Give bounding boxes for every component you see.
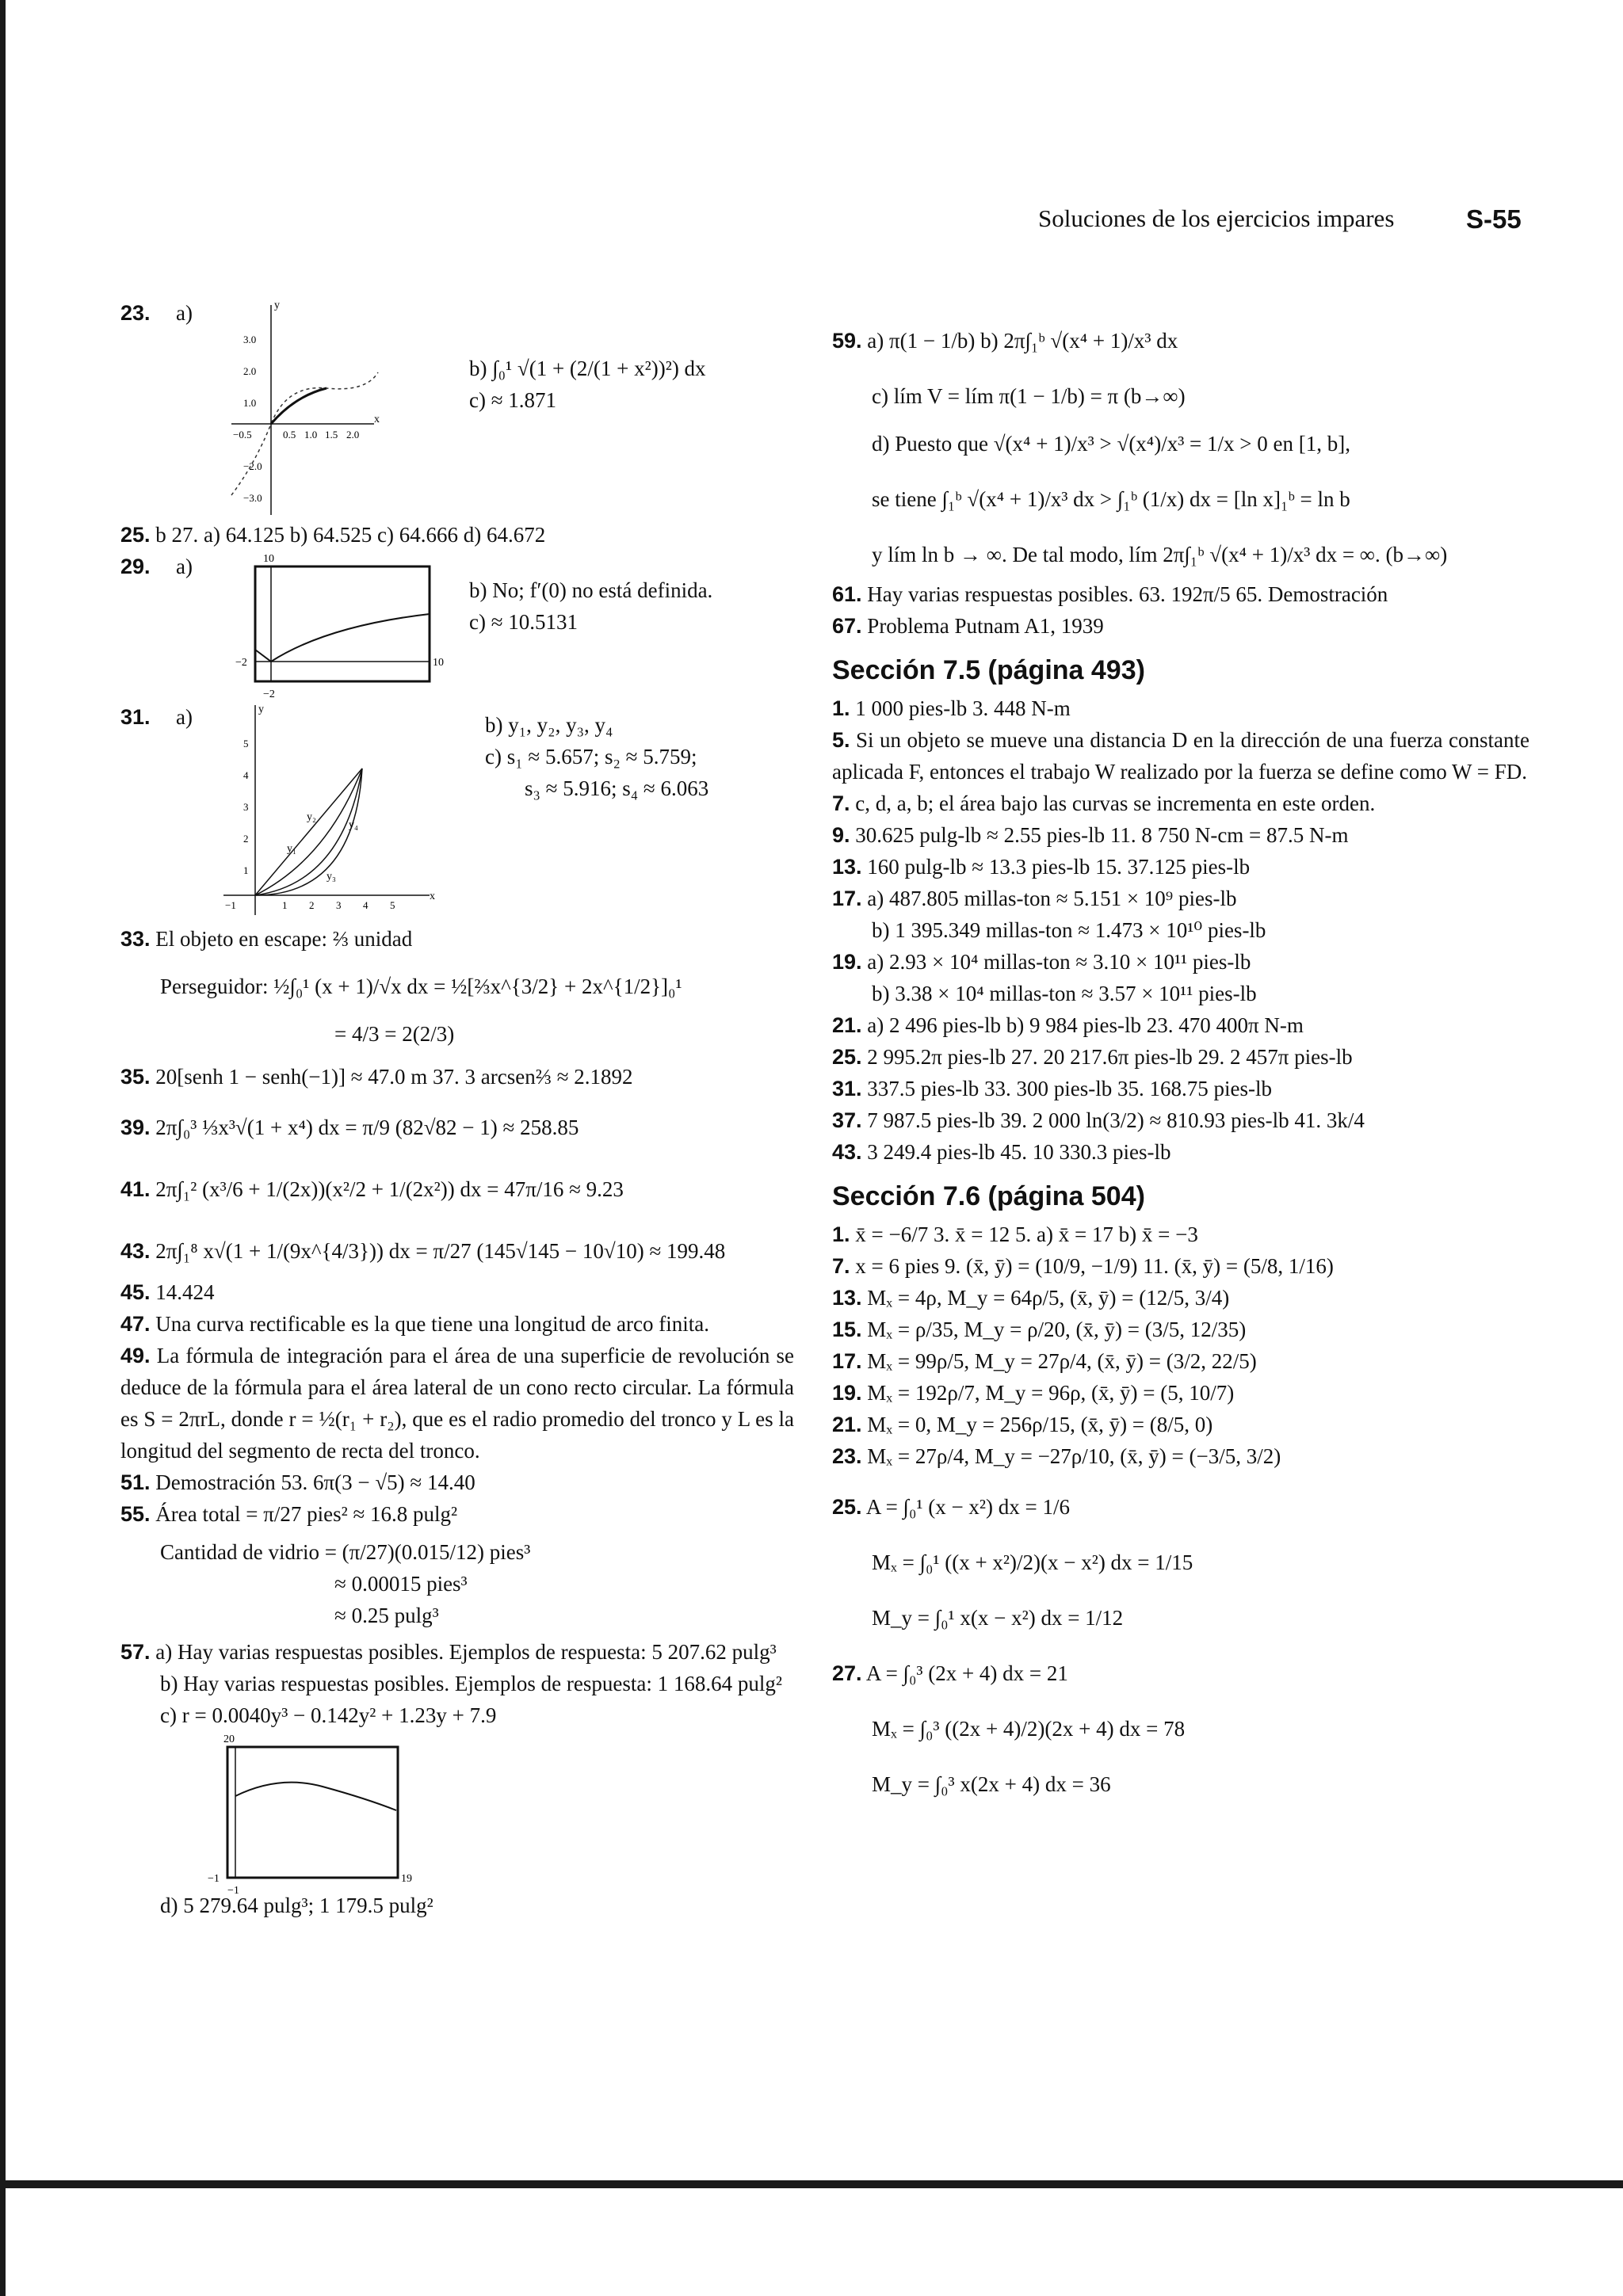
- exercise-number: 23.: [832, 1444, 862, 1468]
- exercise-entry: [120, 923, 794, 955]
- graph-23: [223, 297, 382, 519]
- y-axis-label: y: [274, 299, 280, 311]
- x-axis-label: x: [374, 414, 380, 425]
- exercise-number: 67.: [832, 614, 862, 638]
- x-tick-label: 1: [282, 899, 288, 911]
- answer-line: b) ∫₀¹ √(1 + (2/(1 + x²))²) dx: [469, 357, 706, 380]
- exercise-entry: [832, 1219, 1529, 1250]
- exercise-number: 51.: [120, 1470, 151, 1494]
- curve-label: y₄: [349, 819, 358, 831]
- graph-29: [208, 551, 445, 701]
- y-axis-label: y: [258, 704, 264, 715]
- curve: [255, 614, 430, 662]
- exercise-entry: [832, 1377, 1529, 1409]
- x-tick-label: 1.0: [304, 429, 318, 441]
- answer-text: x̄ = −6/7 3. x̄ = 12 5. a) x̄ = 17 b) x̄ = −3: [855, 1222, 1198, 1246]
- exercise-entry: [120, 1340, 794, 1466]
- scan-edge-bottom: [0, 2180, 1623, 2188]
- answer-text: Mₓ = 27ρ/4, M_y = −27ρ/10, (x̄, ȳ) = (−3/5, 3/2): [867, 1444, 1281, 1468]
- answer-line: Cantidad de vidrio = (π/27)(0.015/12) pies³: [160, 1540, 531, 1564]
- exercise-number: 9.: [832, 823, 850, 847]
- x-tick-label: 4: [363, 899, 369, 911]
- exercise-entry: [832, 724, 1529, 788]
- answer-line: Mₓ = ∫₀³ ((2x + 4)/2)(2x + 4) dx = 78: [872, 1717, 1186, 1741]
- answer-line: ≈ 0.00015 pies³: [334, 1572, 468, 1596]
- answer-text: Mₓ = 0, M_y = 256ρ/15, (x̄, ȳ) = (8/5, 0): [867, 1413, 1213, 1436]
- exercise-number: 21.: [832, 1013, 862, 1037]
- y-tick-label: 1.0: [243, 397, 257, 409]
- exercise-entry: [832, 692, 1529, 724]
- exercise-number: 13.: [832, 1286, 862, 1310]
- y-tick-label: 3.0: [243, 334, 257, 345]
- answer-text: 3 249.4 pies-lb 45. 10 330.3 pies-lb: [867, 1140, 1171, 1164]
- right-column: [832, 317, 1529, 1800]
- exercise-number: 37.: [832, 1108, 862, 1132]
- exercise-entry: [120, 1308, 794, 1340]
- exercise-number: 43.: [120, 1239, 151, 1263]
- x-tick-label: −0.5: [233, 429, 252, 441]
- graph-57: [192, 1731, 422, 1897]
- answer-line: M_y = ∫₀³ x(2x + 4) dx = 36: [872, 1772, 1111, 1796]
- section-heading: Sección 7.6 (página 504): [832, 1181, 1145, 1211]
- exercise-number: 5.: [832, 728, 850, 752]
- answer-text: 20[senh 1 − senh(−1)] ≈ 47.0 m 37. 3 arcsen⅔ ≈ 2.1892: [155, 1065, 633, 1089]
- curve-label: y₂: [307, 811, 316, 823]
- x-tick-label: 5: [390, 899, 395, 911]
- scan-edge-left: [0, 0, 6, 2296]
- exercise-entry: [832, 1345, 1529, 1377]
- exercise-entry: [832, 1104, 1529, 1136]
- exercise-entry: [120, 1061, 794, 1093]
- exercise-entry: [120, 1466, 794, 1498]
- answer-text: 2π∫₁² (x³/6 + 1/(2x))(x²/2 + 1/(2x²)) dx = 47π/16 ≈ 9.23: [155, 1177, 624, 1201]
- exercise-entry: [832, 325, 1529, 357]
- exercise-entry: [120, 1636, 794, 1668]
- answer-text: b 27. a) 64.125 b) 64.525 c) 64.666 d) 64.672: [155, 523, 546, 547]
- exercise-number: 17.: [832, 887, 862, 910]
- exercise-number: 1.: [832, 696, 850, 720]
- answer-line: d) 5 279.64 pulg³; 1 179.5 pulg²: [160, 1894, 433, 1917]
- exercise-number: 25.: [832, 1045, 862, 1069]
- y-tick-label: −2.0: [243, 460, 262, 472]
- exercise-entry: [832, 610, 1529, 642]
- answer-line: b) Hay varias respuestas posibles. Ejemplos de respuesta: 1 168.64 pulg²: [160, 1672, 782, 1695]
- exercise-number: 7.: [832, 791, 850, 815]
- answer-text: Área total = π/27 pies² ≈ 16.8 pulg²: [155, 1502, 458, 1526]
- answer-line: b) 3.38 × 10⁴ millas-ton ≈ 3.57 × 10¹¹ pies-lb: [872, 982, 1257, 1005]
- exercise-number: 1.: [832, 1222, 850, 1246]
- exercise-entry: [832, 788, 1529, 819]
- y-tick-label: 5: [243, 738, 249, 749]
- exercise-entry: [832, 1314, 1529, 1345]
- exercise-entry: [832, 1136, 1529, 1168]
- section-heading: Sección 7.5 (página 493): [832, 655, 1145, 685]
- exercise-number: 19.: [832, 950, 862, 974]
- y-tick-label: 4: [243, 769, 249, 781]
- answer-text: 2 995.2π pies-lb 27. 20 217.6π pies-lb 29. 2 457π pies-lb: [867, 1045, 1353, 1069]
- window-min-y: −2: [263, 688, 275, 700]
- answer-line: d) Puesto que √(x⁴ + 1)/x³ > √(x⁴)/x³ = 1/x > 0 en [1, b],: [872, 432, 1350, 456]
- exercise-31: [120, 701, 794, 923]
- answer-text: c, d, a, b; el área bajo las curvas se incrementa en este orden.: [855, 791, 1376, 815]
- answer-text: 160 pulg-lb ≈ 13.3 pies-lb 15. 37.125 pies-lb: [867, 855, 1251, 879]
- exercise-number: 39.: [120, 1116, 151, 1139]
- exercise-entry: [832, 1009, 1529, 1041]
- answer-text: La fórmula de integración para el área de una superficie de revolución se deduce de la fórmula para el área lateral de un cono recto circular. La fórmula es S = 2πrL, donde r = ½(r₁ + r₂), que es el radio promedio del tronco y L es la longitud del segmento de recta del tronco.: [120, 1344, 794, 1463]
- answer-text: Mₓ = 99ρ/5, M_y = 27ρ/4, (x̄, ȳ) = (3/2, 22/5): [867, 1349, 1257, 1373]
- exercise-number: 41.: [120, 1177, 151, 1201]
- curve-y1: [255, 769, 362, 895]
- x-tick-label: 2: [309, 899, 315, 911]
- x-tick-label: 0.5: [283, 429, 296, 441]
- x-tick-label: 3: [336, 899, 342, 911]
- page-number: S-55: [1466, 204, 1522, 234]
- exercise-number: 31.: [120, 705, 151, 729]
- window-max-x: 19: [401, 1873, 412, 1885]
- answer-text: Mₓ = 192ρ/7, M_y = 96ρ, (x̄, ȳ) = (5, 10/7): [867, 1381, 1235, 1405]
- answer-text: Si un objeto se mueve una distancia D en la dirección de una fuerza constante aplicada F, entonces el trabajo W realizado por la fuerza se define como W = FD.: [832, 728, 1529, 784]
- exercise-number: 49.: [120, 1344, 151, 1367]
- exercise-entry: [832, 851, 1529, 883]
- answer-line: ≈ 0.25 pulg³: [334, 1604, 439, 1627]
- answer-text: a) Hay varias respuestas posibles. Ejemplos de respuesta: 5 207.62 pulg³: [155, 1640, 777, 1664]
- graph-31: [208, 701, 437, 923]
- answer-text: El objeto en escape: ⅔ unidad: [155, 927, 413, 951]
- exercise-entry: [832, 1282, 1529, 1314]
- answer-line: b) No; f′(0) no está definida.: [469, 578, 713, 602]
- answer-line: y lím ln b → ∞. De tal modo, lím 2π∫₁ᵇ √(x⁴ + 1)/x³ dx = ∞. (b→∞): [872, 543, 1448, 566]
- exercise-entry: [832, 578, 1529, 610]
- exercise-29: [120, 551, 794, 701]
- answer-text: Mₓ = ρ/35, M_y = ρ/20, (x̄, ȳ) = (3/5, 12/35): [867, 1318, 1247, 1341]
- exercise-number: 15.: [832, 1318, 862, 1341]
- exercise-number: 59.: [832, 329, 862, 353]
- exercise-number: 17.: [832, 1349, 862, 1373]
- exercise-number: 19.: [832, 1381, 862, 1405]
- exercise-entry: [832, 883, 1529, 914]
- answer-text: A = ∫₀³ (2x + 4) dx = 21: [865, 1661, 1068, 1685]
- y-tick-label: 2: [243, 833, 249, 845]
- exercise-number: 55.: [120, 1502, 151, 1526]
- exercise-entry: [120, 701, 176, 733]
- exercise-entry: [832, 1073, 1529, 1104]
- exercise-57c: [160, 1890, 433, 1921]
- window-max-y: 20: [223, 1733, 235, 1745]
- exercise-entry: [832, 1491, 1529, 1523]
- answer-text: 14.424: [155, 1280, 215, 1304]
- x-tick-label: 1.5: [325, 429, 338, 441]
- exercise-57-graph: [120, 1731, 794, 1897]
- exercise-entry: [120, 519, 794, 551]
- exercise-number: 57.: [120, 1640, 151, 1664]
- answer-text: x = 6 pies 9. (x̄, ȳ) = (10/9, −1/9) 11. (x̄, ȳ) = (5/8, 1/16): [855, 1254, 1334, 1278]
- answer-line: = 4/3 = 2(2/3): [334, 1022, 455, 1046]
- answer-text: a) 2.93 × 10⁴ millas-ton ≈ 3.10 × 10¹¹ pies-lb: [867, 950, 1251, 974]
- answer-text: 7 987.5 pies-lb 39. 2 000 ln(3/2) ≈ 810.93 pies-lb 41. 3k/4: [867, 1108, 1365, 1132]
- answer-line: c) ≈ 1.871: [469, 388, 557, 412]
- curve: [235, 1783, 396, 1810]
- exercise-entry: [120, 1235, 794, 1267]
- left-column: [120, 297, 794, 1897]
- answer-line: s₃ ≈ 5.916; s₄ ≈ 6.063: [525, 776, 709, 800]
- answer-line: Perseguidor: ½∫₀¹ (x + 1)/√x dx = ½[⅔x^{3/2} + 2x^{1/2}]₀¹: [160, 974, 682, 998]
- exercise-part-label: a): [176, 555, 193, 578]
- x-tick-label: 2.0: [346, 429, 360, 441]
- answer-text: Hay varias respuestas posibles. 63. 192π/5 65. Demostración: [867, 582, 1388, 606]
- exercise-entry: [120, 1112, 794, 1143]
- exercise-number: 61.: [832, 582, 862, 606]
- exercise-number: 31.: [832, 1077, 862, 1100]
- x-axis-label: x: [430, 891, 435, 902]
- y-tick-label: 3: [243, 801, 249, 813]
- exercise-entry: [832, 1041, 1529, 1073]
- window-min-x: −1: [208, 1873, 220, 1885]
- exercise-entry: [120, 297, 176, 329]
- exercise-part-label: a): [176, 301, 193, 325]
- curve-label: y₃: [327, 871, 336, 883]
- exercise-entry: [832, 819, 1529, 851]
- window-max-y: 10: [263, 553, 274, 565]
- window-max-x: 10: [433, 657, 444, 669]
- answer-line: c) r = 0.0040y³ − 0.142y² + 1.23y + 7.9: [160, 1703, 497, 1727]
- exercise-number: 33.: [120, 927, 151, 951]
- answer-text: 2π∫₁⁸ x√(1 + 1/(9x^{4/3})) dx = π/27 (145√145 − 10√10) ≈ 199.48: [155, 1239, 726, 1263]
- answer-line: b) 1 395.349 millas-ton ≈ 1.473 × 10¹⁰ pies-lb: [872, 918, 1266, 942]
- exercise-23: [120, 297, 794, 519]
- answer-line: c) lím V = lím π(1 − 1/b) = π (b→∞): [872, 384, 1186, 408]
- answer-line: b) y₁, y₂, y₃, y₄: [485, 713, 613, 737]
- answer-text: Mₓ = 4ρ, M_y = 64ρ/5, (x̄, ȳ) = (12/5, 3/4): [867, 1286, 1230, 1310]
- exercise-number: 21.: [832, 1413, 862, 1436]
- answer-line: M_y = ∫₀¹ x(x − x²) dx = 1/12: [872, 1606, 1124, 1630]
- answer-line: se tiene ∫₁ᵇ √(x⁴ + 1)/x³ dx > ∫₁ᵇ (1/x) dx = [ln x]₁ᵇ = ln b: [872, 487, 1350, 511]
- exercise-number: 25.: [832, 1495, 862, 1519]
- exercise-entry: [832, 1409, 1529, 1440]
- answer-text: Una curva rectificable es la que tiene una longitud de arco finita.: [155, 1312, 709, 1336]
- exercise-number: 29.: [120, 555, 151, 578]
- exercise-number: 7.: [832, 1254, 850, 1278]
- answer-text: a) 2 496 pies-lb b) 9 984 pies-lb 23. 470 400π N-m: [867, 1013, 1304, 1037]
- answer-text: 1 000 pies-lb 3. 448 N-m: [855, 696, 1071, 720]
- curve-label: y₁: [287, 843, 296, 855]
- window-min-y: −1: [227, 1885, 239, 1897]
- exercise-entry: [120, 1173, 794, 1205]
- answer-line: Mₓ = ∫₀¹ ((x + x²)/2)(x − x²) dx = 1/15: [872, 1550, 1193, 1574]
- exercise-entry: [120, 1276, 794, 1308]
- answer-text: 337.5 pies-lb 33. 300 pies-lb 35. 168.75 pies-lb: [867, 1077, 1273, 1100]
- exercise-number: 23.: [120, 301, 151, 325]
- exercise-entry: [120, 551, 176, 582]
- answer-text: Demostración 53. 6π(3 − √5) ≈ 14.40: [155, 1470, 475, 1494]
- answer-line: c) ≈ 10.5131: [469, 610, 579, 634]
- exercise-number: 35.: [120, 1065, 151, 1089]
- answer-text: a) π(1 − 1/b) b) 2π∫₁ᵇ √(x⁴ + 1)/x³ dx: [867, 329, 1178, 353]
- answer-text: A = ∫₀¹ (x − x²) dx = 1/6: [865, 1495, 1070, 1519]
- answer-text: 30.625 pulg-lb ≈ 2.55 pies-lb 11. 8 750 N-cm = 87.5 N-m: [855, 823, 1349, 847]
- x-tick-label: −1: [225, 899, 236, 911]
- exercise-number: 25.: [120, 523, 151, 547]
- answer-text: Problema Putnam A1, 1939: [867, 614, 1104, 638]
- answer-text: a) 487.805 millas-ton ≈ 5.151 × 10⁹ pies-lb: [867, 887, 1237, 910]
- y-tick-label: −3.0: [243, 492, 262, 504]
- window-min-x: −2: [235, 657, 247, 669]
- exercise-number: 13.: [832, 855, 862, 879]
- exercise-number: 45.: [120, 1280, 151, 1304]
- exercise-entry: [832, 1657, 1529, 1689]
- exercise-entry: [832, 946, 1529, 978]
- curve-solid: [271, 388, 327, 424]
- exercise-entry: [120, 1498, 794, 1530]
- running-header-title: Soluciones de los ejercicios impares: [1038, 204, 1395, 232]
- exercise-entry: [832, 1440, 1529, 1472]
- y-tick-label: 1: [243, 864, 249, 876]
- answer-text: 2π∫₀³ ⅓x³√(1 + x⁴) dx = π/9 (82√82 − 1) ≈ 258.85: [155, 1116, 579, 1139]
- exercise-entry: [832, 1250, 1529, 1282]
- exercise-number: 27.: [832, 1661, 862, 1685]
- exercise-part-label: a): [176, 705, 193, 729]
- exercise-number: 43.: [832, 1140, 862, 1164]
- y-tick-label: 2.0: [243, 365, 257, 377]
- answer-line: c) s₁ ≈ 5.657; s₂ ≈ 5.759;: [485, 745, 697, 769]
- exercise-number: 47.: [120, 1312, 151, 1336]
